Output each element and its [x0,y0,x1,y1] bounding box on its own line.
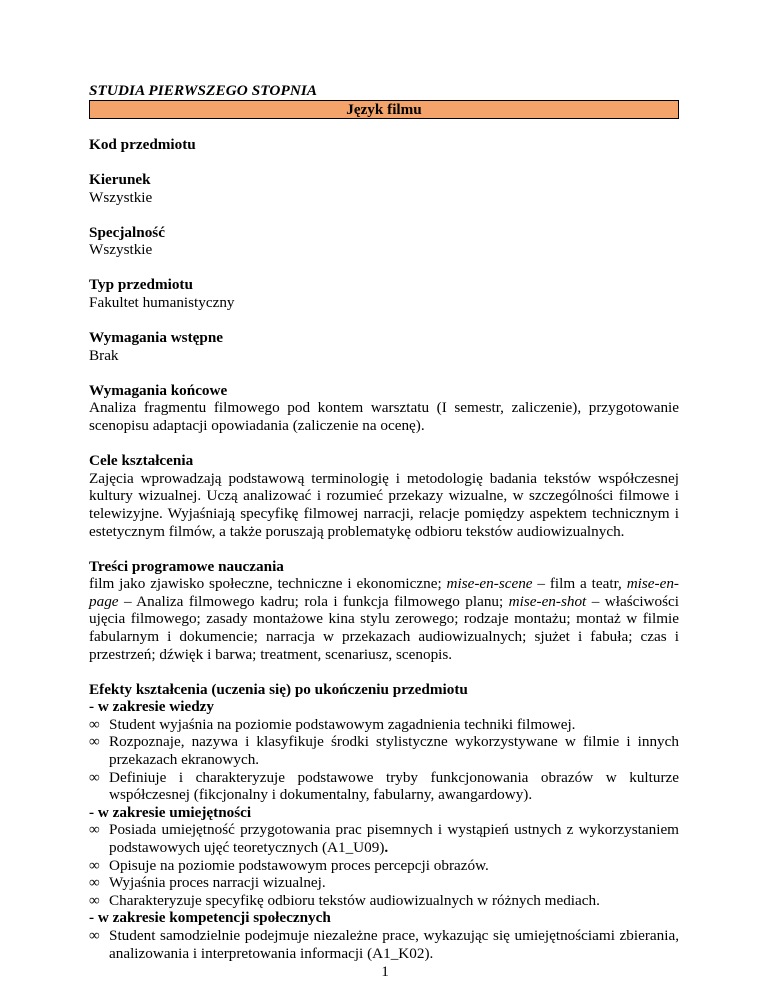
section-kod [89,136,679,154]
section-efekty [89,681,679,963]
section-heading: Kierunek [89,171,151,189]
list-item [89,821,679,856]
section-cele [89,452,679,540]
document-content [89,136,679,962]
list-item-text: Student wyjaśnia na poziomie podstawowym zagadnienia techniki filmowej. [109,715,576,733]
list-item [89,892,679,910]
infinity-bullet-icon: ∞ [89,768,100,786]
document-header-title: STUDIA PIERWSZEGO STOPNIA [89,82,318,99]
bullet-list-umiejetnosci [89,821,679,909]
infinity-bullet-icon: ∞ [89,874,100,892]
list-item-text: Student samodzielnie podejmuje niezależne prace, wykazując się umiejętnościami zbierania, analizowania i interpretowania informacji (A1_K02). [109,926,679,962]
list-item-text: Charakteryzuje specyfikę odbioru tekstów audiowizualnych w różnych mediach. [109,891,600,909]
section-heading: Wymagania końcowe [89,381,228,399]
text-segment: – film a teatr, [532,575,627,593]
section-value: Brak [89,346,119,364]
list-item-text: Posiada umiejętność przygotowania prac pisemnych i wystąpień ustnych z wykorzystaniem podstawowych ujęć teoretycznych (A1_U09) [109,821,679,856]
section-specjalnosc [89,224,679,259]
italic-term: mise-en-page [89,575,679,610]
list-item [89,733,679,768]
section-value: Fakultet humanistyczny [89,294,235,312]
section-heading: Cele kształcenia [89,452,194,470]
infinity-bullet-icon: ∞ [89,891,100,909]
course-title-bar [89,100,679,119]
bullet-list-kompetencje [89,927,679,962]
list-item-text: Definiuje i charakteryzuje podstawowe tryby funkcjonowania obrazów w kulturze współczesnej (fikcjonalny i dokumentalny, fabularny, awangardowy). [109,768,679,804]
list-item [89,874,679,892]
section-wymagania-koncowe [89,382,679,435]
infinity-bullet-icon: ∞ [89,715,100,733]
list-item-end: . [384,839,389,856]
section-heading: Kod przedmiotu [89,136,196,153]
section-tresci [89,558,679,664]
list-item [89,857,679,875]
list-item [89,769,679,804]
infinity-bullet-icon: ∞ [89,733,100,751]
section-text [89,575,679,663]
text-segment: – właściwości ujęcia filmowego; zasady montażowe kina stylu zerowego; rodzaje montażu; montaż w filmie fabularnym i dokumencie; narracja w przekazach audiowizualnych; sjużet i fabuła; czas i przestrzeń; dźwięk i barwa; treatment, scenariusz, scenopis. [89,592,679,663]
bullet-list-wiedza [89,716,679,804]
subsection-label-umiejetnosci: - w zakresie umiejętności [89,803,252,821]
section-typ [89,276,679,311]
italic-term: mise-en-shot [508,592,587,610]
infinity-bullet-icon: ∞ [89,856,100,874]
italic-term: mise-en-scene [446,575,533,593]
section-heading: Treści programowe nauczania [89,557,284,575]
section-heading: Specjalność [89,223,165,241]
section-kierunek [89,171,679,206]
infinity-bullet-icon: ∞ [89,926,100,944]
infinity-bullet-icon: ∞ [89,821,100,839]
subsection-label-kompetencje: - w zakresie kompetencji społecznych [89,909,331,927]
subsection-label-wiedza: - w zakresie wiedzy [89,698,214,716]
page-number: 1 [381,963,389,980]
course-title: Język filmu [346,101,422,118]
section-text: Analiza fragmentu filmowego pod kontem warsztatu (I semestr, zaliczenie), przygotowanie scenopisu adaptacji opowiadania (zaliczenie na ocenę). [89,399,679,435]
list-item-text: Rozpoznaje, nazywa i klasyfikuje środki stylistyczne wykorzystywane w filmie i innych przekazach ekranowych. [109,733,679,769]
list-item [89,927,679,962]
list-item-text: Wyjaśnia proces narracji wizualnej. [109,874,326,892]
section-value: Wszystkie [89,241,153,259]
list-item [89,716,679,734]
section-text: Zajęcia wprowadzają podstawową terminologię i metodologię badania tekstów współczesnej kultury wizualnej. Uczą analizować i rozumieć przekazy wizualne, w szczególności filmowe i telewizyjne. Wyjaśniają specyfikę filmowej narracji, relacje pomiędzy aspektem technicznym i estetycznym filmów, a także poruszają problematykę odbioru tekstów audiowizualnych. [89,469,679,540]
section-heading: Efekty kształcenia (uczenia się) po ukończeniu przedmiotu [89,680,468,698]
section-value: Wszystkie [89,188,153,206]
list-item-text: Opisuje na poziomie podstawowym proces percepcji obrazów. [109,856,489,874]
text-segment: – Analiza filmowego kadru; rola i funkcja filmowego planu; [118,592,509,610]
section-heading: Wymagania wstępne [89,329,224,347]
section-heading: Typ przedmiotu [89,276,193,294]
section-wymagania-wstepne [89,329,679,364]
text-segment: film jako zjawisko społeczne, techniczne i ekonomiczne; [89,575,447,593]
